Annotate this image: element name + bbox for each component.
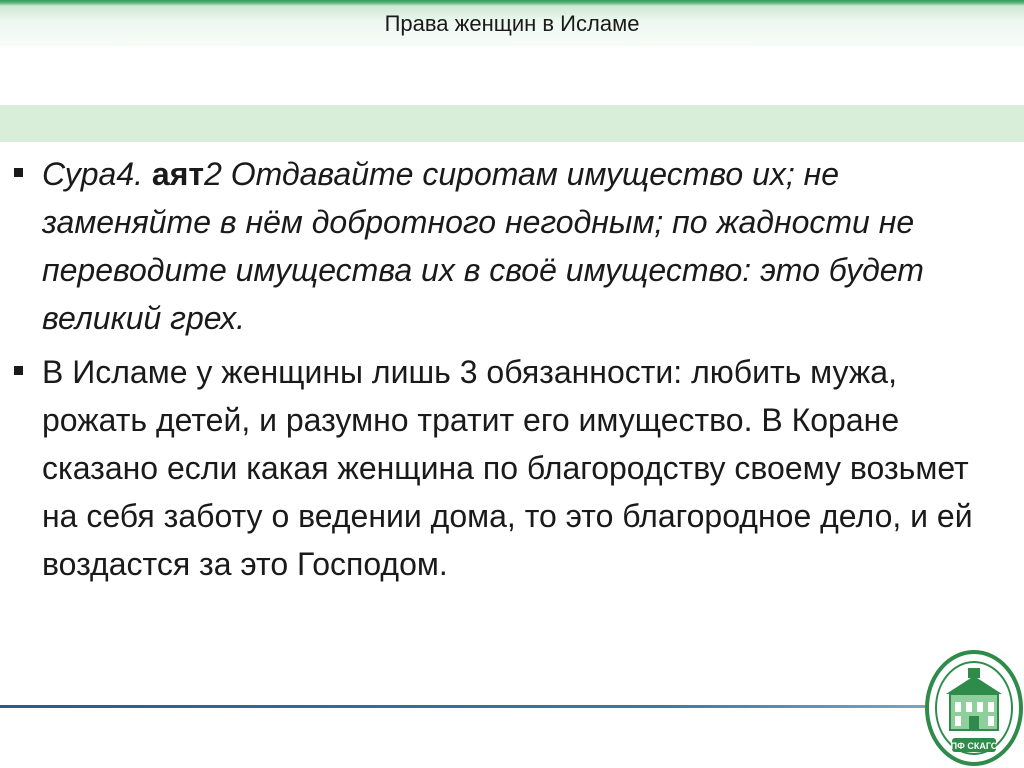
bullet-item-2 [14,348,1004,588]
bullet-square-icon [14,366,23,375]
slide-title: Права женщин в Исламе [384,11,640,36]
footer-divider [0,705,940,708]
ayat-label: аят [151,156,205,192]
slide-content [14,150,1004,594]
logo-label: ПФ СКАГС [950,741,998,751]
institution-logo-icon [922,644,1024,768]
bullet-square-icon [14,168,23,177]
sura-label: Сура4. [42,156,152,192]
bullet-text: В Исламе у женщины лишь 3 обязанности: любить мужа, рожать детей, и разумно тратит его имущество. В Коране сказано если какая женщина по благородству своему возьмет на себя заботу о ведении дома, то это благородное дело, и ей воздастся за это Господом. [42,354,973,582]
bullet-item-1 [14,150,1004,342]
title-band [0,105,1024,142]
verse-text: 2 Отдавайте сиротам имущество их; не заменяйте в нём добротного негодным; по жадности не переводите имущества их в своё имущество: это будет великий грех. [42,156,924,336]
slide-header [0,0,1024,46]
